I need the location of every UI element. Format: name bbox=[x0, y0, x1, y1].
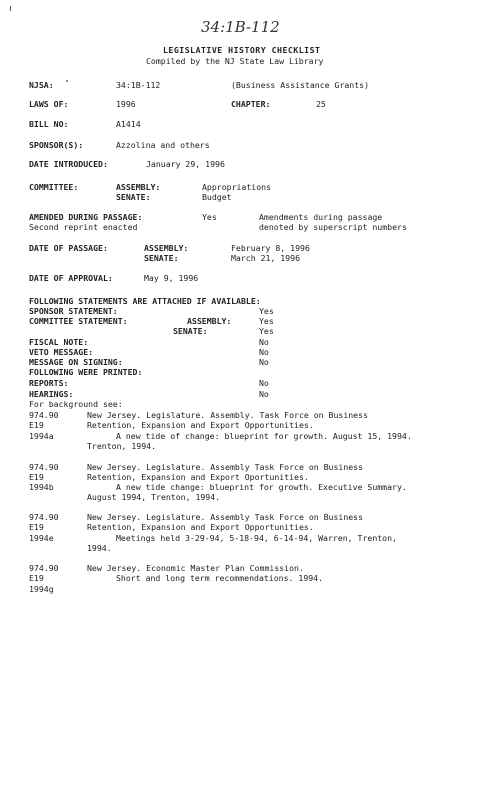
njsa-description: (Business Assistance Grants) bbox=[231, 80, 370, 90]
sponsor-statement-value: Yes bbox=[259, 306, 274, 316]
reference-line: August 1994, Trenton, 1994. bbox=[87, 492, 221, 502]
reference-line: New Jersey. Legislature. Assembly Task Force on Business bbox=[87, 512, 364, 522]
speck-mark bbox=[66, 80, 68, 82]
background-label: For background see: bbox=[29, 399, 123, 409]
call-number: 974.90 bbox=[29, 462, 59, 472]
message-on-signing-label: MESSAGE ON SIGNING: bbox=[29, 357, 123, 367]
statements-heading: FOLLOWING STATEMENTS ARE ATTACHED IF AVAILABLE: bbox=[29, 296, 261, 306]
message-on-signing-value: No bbox=[259, 357, 269, 367]
amended-note-line2: denoted by superscript numbers bbox=[259, 222, 407, 232]
chapter-label: CHAPTER: bbox=[231, 99, 271, 109]
call-number: E19 bbox=[29, 420, 44, 430]
committee-label: COMMITTEE: bbox=[29, 182, 79, 192]
date-of-passage-label: DATE OF PASSAGE: bbox=[29, 243, 108, 253]
reference-line: A new tide of change: blueprint for growth. August 15, 1994. bbox=[116, 431, 412, 441]
reference-line: Trenton, 1994. bbox=[87, 441, 157, 451]
reference-line: Meetings held 3-29-94, 5-18-94, 6-14-94, Warren, Trenton, bbox=[116, 533, 397, 543]
njsa-label: NJSA: bbox=[29, 80, 54, 90]
reference-line: Retention, Expansion and Export Opportunities. bbox=[87, 420, 314, 430]
committee-assembly-value: Appropriations bbox=[202, 182, 272, 192]
committee-statement-label: COMMITTEE STATEMENT: bbox=[29, 316, 128, 326]
reference-line: New Jersey. Legislature. Assembly. Task Force on Business bbox=[87, 410, 368, 420]
passage-assembly-value: February 8, 1996 bbox=[231, 243, 310, 253]
call-number: 1994e bbox=[29, 533, 54, 543]
committee-statement-senate-label: SENATE: bbox=[173, 326, 208, 336]
passage-assembly-label: ASSEMBLY: bbox=[144, 243, 189, 253]
margin-mark bbox=[10, 6, 11, 11]
handwritten-number: 34:1B-112 bbox=[201, 18, 280, 36]
committee-statement-assembly-label: ASSEMBLY: bbox=[187, 316, 232, 326]
sponsors-value: Azzolina and others bbox=[116, 140, 210, 150]
committee-senate-value: Budget bbox=[202, 192, 232, 202]
veto-message-value: No bbox=[259, 347, 269, 357]
reference-line: 1994. bbox=[87, 543, 112, 553]
passage-senate-label: SENATE: bbox=[144, 253, 179, 263]
call-number: 1994b bbox=[29, 482, 54, 492]
call-number: 974.90 bbox=[29, 563, 59, 573]
laws-of-label: LAWS OF: bbox=[29, 99, 69, 109]
reports-value: No bbox=[259, 378, 269, 388]
committee-statement-assembly-value: Yes bbox=[259, 316, 274, 326]
amended-note-line1: Amendments during passage bbox=[259, 212, 383, 222]
reports-label: REPORTS: bbox=[29, 378, 69, 388]
reference-line: A new tide change: blueprint for growth. Executive Summary. bbox=[116, 482, 407, 492]
date-of-approval-label: DATE OF APPROVAL: bbox=[29, 273, 113, 283]
reference-line: New Jersey. Economic Master Plan Commission. bbox=[87, 563, 304, 573]
fiscal-note-value: No bbox=[259, 337, 269, 347]
committee-assembly-label: ASSEMBLY: bbox=[116, 182, 161, 192]
reprint-note: Second reprint enacted bbox=[29, 222, 138, 232]
amended-value: Yes bbox=[202, 212, 217, 222]
call-number: E19 bbox=[29, 573, 44, 583]
call-number: 974.90 bbox=[29, 410, 59, 420]
date-of-approval-value: May 9, 1996 bbox=[144, 273, 199, 283]
reference-line: Retention, Expansion and Export Opportunities. bbox=[87, 522, 314, 532]
amended-label: AMENDED DURING PASSAGE: bbox=[29, 212, 143, 222]
hearings-label: HEARINGS: bbox=[29, 389, 74, 399]
hearings-value: No bbox=[259, 389, 269, 399]
call-number: 1994a bbox=[29, 431, 54, 441]
veto-message-label: VETO MESSAGE: bbox=[29, 347, 94, 357]
reference-line: Short and long term recommendations. 1994. bbox=[116, 573, 324, 583]
reference-line: Retention, Expansion and Export Oportunities. bbox=[87, 472, 309, 482]
committee-statement-senate-value: Yes bbox=[259, 326, 274, 336]
date-introduced-value: January 29, 1996 bbox=[146, 159, 225, 169]
call-number: 974.90 bbox=[29, 512, 59, 522]
sponsors-label: SPONSOR(S): bbox=[29, 140, 84, 150]
bill-no-value: A1414 bbox=[116, 119, 141, 129]
chapter-value: 25 bbox=[316, 99, 326, 109]
committee-senate-label: SENATE: bbox=[116, 192, 151, 202]
page-title: LEGISLATIVE HISTORY CHECKLIST bbox=[163, 45, 321, 55]
sponsor-statement-label: SPONSOR STATEMENT: bbox=[29, 306, 118, 316]
call-number: E19 bbox=[29, 522, 44, 532]
laws-of-value: 1996 bbox=[116, 99, 136, 109]
bill-no-label: BILL NO: bbox=[29, 119, 69, 129]
fiscal-note-label: FISCAL NOTE: bbox=[29, 337, 89, 347]
printed-heading: FOLLOWING WERE PRINTED: bbox=[29, 367, 143, 377]
call-number: E19 bbox=[29, 472, 44, 482]
njsa-value: 34:1B-112 bbox=[116, 80, 161, 90]
call-number: 1994g bbox=[29, 584, 54, 594]
page-subtitle: Compiled by the NJ State Law Library bbox=[146, 56, 324, 66]
date-introduced-label: DATE INTRODUCED: bbox=[29, 159, 108, 169]
reference-line: New Jersey. Legislature. Assembly Task Force on Business bbox=[87, 462, 364, 472]
passage-senate-value: March 21, 1996 bbox=[231, 253, 301, 263]
